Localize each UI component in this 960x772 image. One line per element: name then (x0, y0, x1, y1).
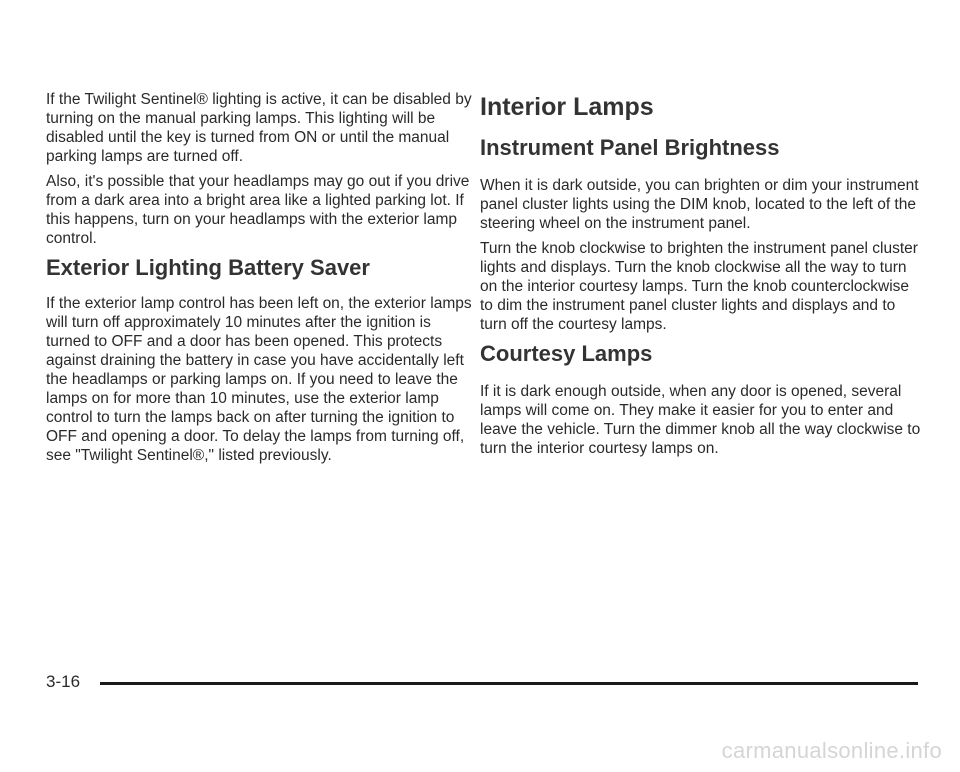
footer-rule (100, 682, 918, 685)
twilight-sentinel-paragraph: If the Twilight Sentinel® lighting is active, it can be disabled by turning on the manual parking lamps. This lighting will be disabled until the key is turned from ON or until the manual parking lamps are turned off. (46, 91, 472, 165)
headlamps-paragraph: Also, it's possible that your headlamps may go out if you drive from a dark area into a bright area like a lighted parking lot. If this happens, turn on your headlamps with the exterior lamp control. (46, 173, 470, 247)
courtesy-lamps-heading: Courtesy Lamps (480, 341, 653, 366)
battery-saver-heading: Exterior Lighting Battery Saver (46, 255, 370, 280)
watermark[interactable]: carmanualsonline.info (721, 738, 942, 763)
courtesy-lamps-paragraph: If it is dark enough outside, when any door is opened, several lamps will come on. They make it easier for you to enter and leave the vehicle. Turn the dimmer knob all the way clockwise to turn the interior courtesy lamps on. (480, 383, 921, 457)
knob-clockwise-paragraph: Turn the knob clockwise to brighten the instrument panel cluster lights and displays. Turn the knob clockwise all the way to turn on the interior courtesy lamps. Turn the knob counterclockwise to dim the instrument panel cluster lights and displays and to turn off the courtesy lamps. (480, 240, 918, 333)
interior-lamps-heading: Interior Lamps (480, 93, 654, 121)
left-column (46, 90, 476, 471)
page-number: 3-16 (46, 672, 81, 691)
dim-knob-paragraph: When it is dark outside, you can brighten or dim your instrument panel cluster lights using the DIM knob, located to the left of the steering wheel on the instrument panel. (480, 177, 919, 232)
right-column (480, 90, 925, 464)
instrument-panel-brightness-heading: Instrument Panel Brightness (480, 135, 780, 160)
battery-saver-paragraph: If the exterior lamp control has been left on, the exterior lamps will turn off approximately 10 minutes after the ignition is turned to OFF and a door has been opened. This protects against draining the battery in case you have accidentally left the headlamps or parking lamps on. If you need to leave the lamps on for more than 10 minutes, use the exterior lamp control to turn the lamps back on after turning the ignition to OFF and opening a door. To delay the lamps from turning off, see "Twilight Sentinel®," listed previously. (46, 295, 472, 464)
